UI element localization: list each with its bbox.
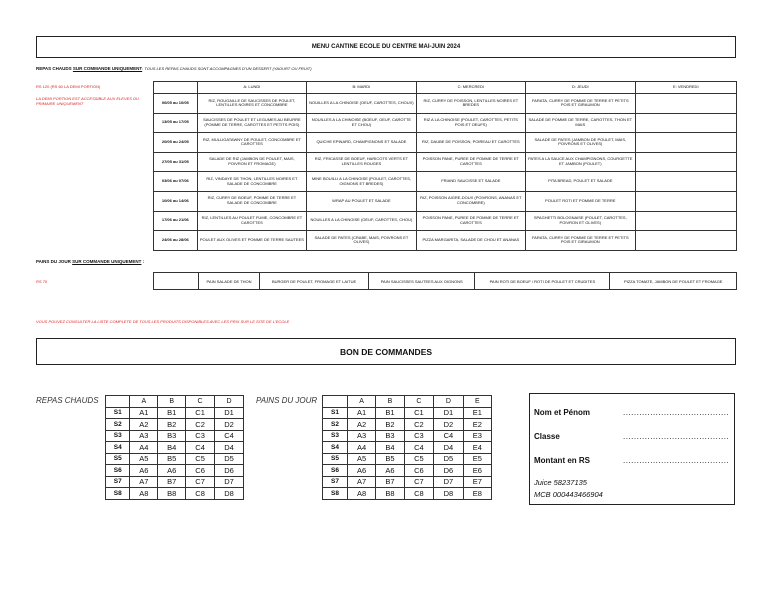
grid-order-cell[interactable]: D5 xyxy=(215,453,244,465)
grid-order-cell[interactable]: B8 xyxy=(376,488,404,500)
liste-note: VOUS POUVEZ CONSULTER LA LISTE COMPLETE DE TOUS LES PRODUITS DISPONIBLES AVEC LES PRIX SUR LE SITE DE L'ECOLE xyxy=(36,319,290,324)
grid-order-cell[interactable]: C1 xyxy=(186,407,215,419)
grid-order-cell[interactable]: B3 xyxy=(376,430,404,442)
menu-dish-cell: WRAP AU POULET ET SALADE xyxy=(307,191,416,211)
grid-week-label: S7 xyxy=(106,476,130,488)
grid-row xyxy=(323,430,492,442)
grid-order-cell[interactable]: C2 xyxy=(186,419,215,431)
name-field[interactable]: ....................................... xyxy=(623,408,730,417)
grid-order-cell[interactable]: A6 xyxy=(376,465,404,477)
menu-dish-cell: POISSON PANE, PUREE DE POMME DE TERRE ET CAROTTES xyxy=(416,211,525,231)
grid-week-label: S5 xyxy=(106,453,130,465)
grid-order-cell[interactable]: E1 xyxy=(463,407,491,419)
juice-number: Juice 58237135 xyxy=(534,478,587,487)
menu-week-row xyxy=(154,211,737,231)
repas-heading-prefix: REPAS CHAUDS xyxy=(36,66,73,71)
menu-dish-cell: PITA BREAD, POULET ET SALADE xyxy=(526,172,636,192)
grid-order-cell[interactable]: E2 xyxy=(463,419,491,431)
menu-dish-cell: FARATA, CURRY DE POMME DE TERRE ET PETITS POIS ET GIRAUMON xyxy=(526,94,636,114)
menu-week-row xyxy=(154,133,737,153)
pains-price: RS 70 xyxy=(36,279,48,284)
grid-row xyxy=(323,407,492,419)
grid-week-label: S4 xyxy=(106,442,130,454)
menu-dish-cell: RIZ, MULLIGATAWNY DE POULET, CONCOMBRE ET CAROTTES xyxy=(197,133,307,153)
menu-dish-cell xyxy=(635,113,736,133)
menu-day-header: B: MARDI xyxy=(307,82,416,94)
pains-table xyxy=(153,272,737,290)
grid-week-label: S8 xyxy=(106,488,130,500)
menu-week-row xyxy=(154,172,737,192)
grid-order-cell[interactable]: D1 xyxy=(434,407,463,419)
grid-row xyxy=(106,465,244,477)
grid-order-cell[interactable]: A2 xyxy=(130,419,158,431)
week-date: 20/05 au 24/05 xyxy=(154,133,198,153)
menu-week-row xyxy=(154,94,737,114)
grid-col-header: B xyxy=(158,396,186,408)
grid-col-header: C xyxy=(404,396,433,408)
menu-dish-cell: SALADE DE POMME DE TERRE, CAROTTES, THON ET MAIS xyxy=(526,113,636,133)
menu-dish-cell xyxy=(635,231,736,251)
pains-heading-suffix: : xyxy=(141,259,145,264)
repas-heading xyxy=(36,66,312,71)
pains-heading xyxy=(36,259,144,264)
grid-order-cell[interactable]: D7 xyxy=(215,476,244,488)
grid-week-label: S1 xyxy=(106,407,130,419)
menu-dish-cell: RIZ, DAUBE DE POISSON, POIREAU ET CAROTTES xyxy=(416,133,525,153)
grid-col-header: E xyxy=(463,396,491,408)
grid-col-header: D xyxy=(434,396,463,408)
price-note: RS 120 (RS 60 LA DEMI PORTION) xyxy=(36,84,101,89)
menu-dish-cell: SALADE DE PATES (JAMBON DE POULET, MAIS, POIVRONS ET OLIVES) xyxy=(526,133,636,153)
grid-order-cell[interactable]: D4 xyxy=(434,442,463,454)
menu-dish-cell: RIZ, ROUGAILLE DE SAUCISSES DE POULET, LENTILLES NOIRES ET CONCOMBRE xyxy=(197,94,307,114)
grid-row xyxy=(323,476,492,488)
grid-week-label: S8 xyxy=(323,488,348,500)
grid-order-cell[interactable]: D2 xyxy=(434,419,463,431)
grid-order-cell[interactable]: D1 xyxy=(215,407,244,419)
grid-order-cell[interactable]: B1 xyxy=(376,407,404,419)
grid-order-cell[interactable]: A4 xyxy=(347,442,375,454)
grid-repas xyxy=(105,395,244,500)
grid-order-cell[interactable]: E3 xyxy=(463,430,491,442)
grid-order-cell[interactable]: B4 xyxy=(376,442,404,454)
grid-order-cell[interactable]: C6 xyxy=(404,465,433,477)
grid-order-cell[interactable]: A2 xyxy=(347,419,375,431)
pains-empty-cell xyxy=(154,273,199,290)
menu-dish-cell: RIZ, FRICASSE DE BOEUF, HARICOTS VERTS ET LENTILLES ROUGES xyxy=(307,152,416,172)
grid-row xyxy=(106,430,244,442)
grid-order-cell[interactable]: D4 xyxy=(215,442,244,454)
week-date: 27/05 au 31/05 xyxy=(154,152,198,172)
grid-order-cell[interactable]: D8 xyxy=(215,488,244,500)
class-field[interactable]: ....................................... xyxy=(623,432,730,441)
menu-dish-cell: FRIAND SAUCISSE ET SALADE xyxy=(416,172,525,192)
menu-dish-cell: PIZZA MARGARITA, SALADE DE CHOU ET ANANAS xyxy=(416,231,525,251)
grid-week-label: S6 xyxy=(323,465,348,477)
menu-dish-cell: RIZ, CURRY DE BOEUF, POMME DE TERRE ET SALADE DE CONCOMBRE xyxy=(197,191,307,211)
grid-week-label: S1 xyxy=(323,407,348,419)
grid-order-cell[interactable]: C4 xyxy=(186,442,215,454)
grid-row xyxy=(106,419,244,431)
menu-table xyxy=(153,81,737,251)
menu-week-row xyxy=(154,231,737,251)
amount-label: Montant en RS xyxy=(534,456,590,465)
grid-order-cell[interactable]: B2 xyxy=(376,419,404,431)
grid-row xyxy=(106,442,244,454)
menu-dish-cell: FARATA, CURRY DE POMME DE TERRE ET PETITS POIS ET GIRAUMON xyxy=(526,231,636,251)
grid-order-cell[interactable]: B3 xyxy=(158,430,186,442)
grid-week-label: S4 xyxy=(323,442,348,454)
grid-repas-label: REPAS CHAUDS xyxy=(36,396,99,405)
week-date: 13/05 au 17/05 xyxy=(154,113,198,133)
grid-order-cell[interactable]: A1 xyxy=(130,407,158,419)
menu-week-row xyxy=(154,152,737,172)
grid-order-cell[interactable]: E4 xyxy=(463,442,491,454)
repas-heading-note: : TOUS LES REPAS CHAUDS SONT ACCOMPAGNES D'UN DESSERT (YAOURT OU FRUIT) xyxy=(142,66,312,71)
grid-order-cell[interactable]: A3 xyxy=(347,430,375,442)
menu-dish-cell: POISSON PANE, PUREE DE POMME DE TERRE ET CAROTTES xyxy=(416,152,525,172)
grid-week-label: S7 xyxy=(323,476,348,488)
grid-order-cell[interactable]: A5 xyxy=(347,453,375,465)
grid-order-cell[interactable]: D8 xyxy=(434,488,463,500)
grid-order-cell[interactable]: A3 xyxy=(130,430,158,442)
pain-item: BURGER DE POULET, FROMAGE ET LAITUE xyxy=(260,273,369,290)
menu-title: MENU CANTINE ECOLE DU CENTRE MAI-JUIN 2024 xyxy=(36,36,736,58)
grid-row xyxy=(323,419,492,431)
grid-row xyxy=(106,407,244,419)
menu-dish-cell: RIZ, POISSON AIGRE-DOUX (POIVRONS, ANANAS ET CONCOMBRE) xyxy=(416,191,525,211)
week-date: 24/06 au 28/06 xyxy=(154,231,198,251)
grid-col-header: A xyxy=(130,396,158,408)
pain-item: PAIN SAUCISSES SAUTEES AUX OIGNONS xyxy=(369,273,475,290)
grid-row xyxy=(106,453,244,465)
grid-row xyxy=(323,465,492,477)
menu-day-header: E: VENDREDI xyxy=(635,82,736,94)
menu-dish-cell: RIZ, LENTILLES AU POULET FUME, CONCOMBRE ET CAROTTES xyxy=(197,211,307,231)
grid-week-label: S2 xyxy=(106,419,130,431)
menu-dish-cell: SALADE DE RIZ (JAMBON DE POULET, MAIS, POIVRON ET FROMAGE) xyxy=(197,152,307,172)
menu-dish-cell: POULET ROTI ET POMME DE TERRE xyxy=(526,191,636,211)
grid-order-cell[interactable]: A4 xyxy=(130,442,158,454)
grid-order-cell[interactable]: B7 xyxy=(158,476,186,488)
grid-order-cell[interactable]: C8 xyxy=(404,488,433,500)
grid-order-cell[interactable]: B8 xyxy=(158,488,186,500)
grid-order-cell[interactable]: C4 xyxy=(404,442,433,454)
menu-dish-cell xyxy=(635,191,736,211)
grid-order-cell[interactable]: D7 xyxy=(434,476,463,488)
grid-order-cell[interactable]: C5 xyxy=(404,453,433,465)
menu-dish-cell: RIZ A LA CHINOISE (POULET, CAROTTES, PETITS POIS ET OEUFS) xyxy=(416,113,525,133)
menu-dish-cell xyxy=(635,172,736,192)
grid-order-cell[interactable]: A6 xyxy=(158,465,186,477)
pain-item: PAIN SALADE DE THON xyxy=(199,273,260,290)
menu-dish-cell: PATES A LA SAUCE AUX CHAMPIGNONS, COURGETTE ET JAMBON (POULET) xyxy=(526,152,636,172)
grid-pains xyxy=(322,395,492,500)
grid-order-cell[interactable]: C7 xyxy=(186,476,215,488)
repas-heading-underlined: SUR COMMANDE UNIQUEMENT xyxy=(72,66,143,71)
week-date: 03/06 au 07/06 xyxy=(154,172,198,192)
week-date: 06/05 au 10/05 xyxy=(154,94,198,114)
menu-dish-cell: NOUILLES A LA CHINOISE (OEUF, CAROTTES, CHOU) xyxy=(307,211,416,231)
pain-item: PAIN ROTI DE BOEUF / ROTI DE POULET ET CRUDITES xyxy=(475,273,610,290)
grid-row xyxy=(106,488,244,500)
grid-row xyxy=(323,488,492,500)
name-label: Nom et Pénom xyxy=(534,408,591,417)
grid-order-cell[interactable]: C7 xyxy=(404,476,433,488)
grid-order-cell[interactable]: C5 xyxy=(186,453,215,465)
grid-col-header: B xyxy=(376,396,404,408)
menu-dish-cell xyxy=(635,152,736,172)
menu-dish-cell: NOUILLES A LA CHINOISE (BOEUF, OEUF, CAROTTE ET CHOU) xyxy=(307,113,416,133)
grid-corner xyxy=(323,396,348,408)
grid-order-cell[interactable]: A5 xyxy=(130,453,158,465)
grid-week-label: S3 xyxy=(323,430,348,442)
menu-dish-cell: RIZ, CURRY DE POISSON, LENTILLES NOIRES ET BREDES xyxy=(416,94,525,114)
grid-week-label: S2 xyxy=(323,419,348,431)
grid-order-cell[interactable]: E5 xyxy=(463,453,491,465)
menu-day-header: C: MERCREDI xyxy=(416,82,525,94)
grid-week-label: S6 xyxy=(106,465,130,477)
grid-order-cell[interactable]: E6 xyxy=(463,465,491,477)
grid-order-cell[interactable]: D6 xyxy=(215,465,244,477)
grid-order-cell[interactable]: C4 xyxy=(215,430,244,442)
demi-portion-note: LA DEMI PORTION EST ACCESSIBLE AUX ELEVES DU PRIMAIRE UNIQUEMENT xyxy=(36,96,139,107)
grid-order-cell[interactable]: A1 xyxy=(347,407,375,419)
grid-order-cell[interactable]: B7 xyxy=(376,476,404,488)
grid-order-cell[interactable]: D5 xyxy=(434,453,463,465)
amount-field[interactable]: ....................................... xyxy=(623,456,730,465)
grid-order-cell[interactable]: C1 xyxy=(404,407,433,419)
grid-order-cell[interactable]: C4 xyxy=(434,430,463,442)
grid-order-cell[interactable]: A6 xyxy=(130,465,158,477)
pains-heading-underlined: SUR COMMANDE UNIQUEMENT xyxy=(72,259,142,264)
order-info-box xyxy=(529,393,735,505)
grid-order-cell[interactable]: B5 xyxy=(158,453,186,465)
grid-order-cell[interactable]: C6 xyxy=(186,465,215,477)
grid-row xyxy=(323,453,492,465)
grid-col-header: D xyxy=(215,396,244,408)
grid-order-cell[interactable]: C3 xyxy=(404,430,433,442)
grid-order-cell[interactable]: B1 xyxy=(158,407,186,419)
grid-order-cell[interactable]: B5 xyxy=(376,453,404,465)
menu-day-header: A: LUNDI xyxy=(197,82,307,94)
grid-pains-label: PAINS DU JOUR xyxy=(256,396,318,405)
grid-week-label: S3 xyxy=(106,430,130,442)
bon-title: BON DE COMMANDES xyxy=(36,338,736,365)
grid-order-cell[interactable]: C8 xyxy=(186,488,215,500)
grid-order-cell[interactable]: C2 xyxy=(404,419,433,431)
grid-order-cell[interactable]: A8 xyxy=(130,488,158,500)
menu-dish-cell: POULET AUX OLIVES ET POMME DE TERRE SAUTEES xyxy=(197,231,307,251)
grid-row xyxy=(323,442,492,454)
pain-item: PIZZA TOMATE, JAMBON DE POULET ET FROMAGE xyxy=(610,273,737,290)
week-date: 10/06 au 14/06 xyxy=(154,191,198,211)
grid-order-cell[interactable]: A6 xyxy=(347,465,375,477)
grid-order-cell[interactable]: A8 xyxy=(347,488,375,500)
grid-col-header: A xyxy=(347,396,375,408)
grid-order-cell[interactable]: A7 xyxy=(347,476,375,488)
class-label: Classe xyxy=(534,432,560,441)
menu-dish-cell: RIZ, VINDAYE DE THON, LENTILLES NOIRES ET SALADE DE CONCOMBRE xyxy=(197,172,307,192)
grid-order-cell[interactable]: B2 xyxy=(158,419,186,431)
pains-heading-prefix: PAINS DU JOUR xyxy=(36,259,73,264)
grid-order-cell[interactable]: B4 xyxy=(158,442,186,454)
week-date: 17/06 au 21/06 xyxy=(154,211,198,231)
menu-week-row xyxy=(154,113,737,133)
menu-dish-cell: MINE BOUILLI A LA CHINOISE (POULET, CAROTTES, OIGNONS ET BREDES) xyxy=(307,172,416,192)
grid-corner xyxy=(106,396,130,408)
grid-row xyxy=(106,476,244,488)
menu-week-row xyxy=(154,191,737,211)
grid-order-cell[interactable]: E7 xyxy=(463,476,491,488)
grid-order-cell[interactable]: E8 xyxy=(463,488,491,500)
grid-order-cell[interactable]: D6 xyxy=(434,465,463,477)
menu-dish-cell xyxy=(635,94,736,114)
mcb-number: MCB 000443466904 xyxy=(534,490,603,499)
grid-week-label: S5 xyxy=(323,453,348,465)
menu-dish-cell: SPAGHETTI BOLOGNAISE (POULET, CAROTTES, POIVRON ET OLIVES) xyxy=(526,211,636,231)
grid-order-cell[interactable]: A7 xyxy=(130,476,158,488)
menu-day-header: D: JEUDI xyxy=(526,82,636,94)
grid-col-header: C xyxy=(186,396,215,408)
menu-dish-cell: NOUILLES A LA CHINOISE (OEUF, CAROTTES, CHOUX) xyxy=(307,94,416,114)
grid-order-cell[interactable]: D2 xyxy=(215,419,244,431)
menu-dish-cell: QUICHE EPINARD, CHAMPIGNONS ET SALADE xyxy=(307,133,416,153)
menu-dish-cell xyxy=(635,133,736,153)
menu-dish-cell: SALADE DE PATES (CRABE, MAIS, POIVRONS ET OLIVES) xyxy=(307,231,416,251)
menu-dish-cell xyxy=(635,211,736,231)
menu-dish-cell: SAUCISSES DE POULET ET LEGUMES AU BEURRE (POMME DE TERRE, CAROTTES ET PETITS POIS) xyxy=(197,113,307,133)
corner-cell xyxy=(154,82,198,94)
grid-order-cell[interactable]: C3 xyxy=(186,430,215,442)
